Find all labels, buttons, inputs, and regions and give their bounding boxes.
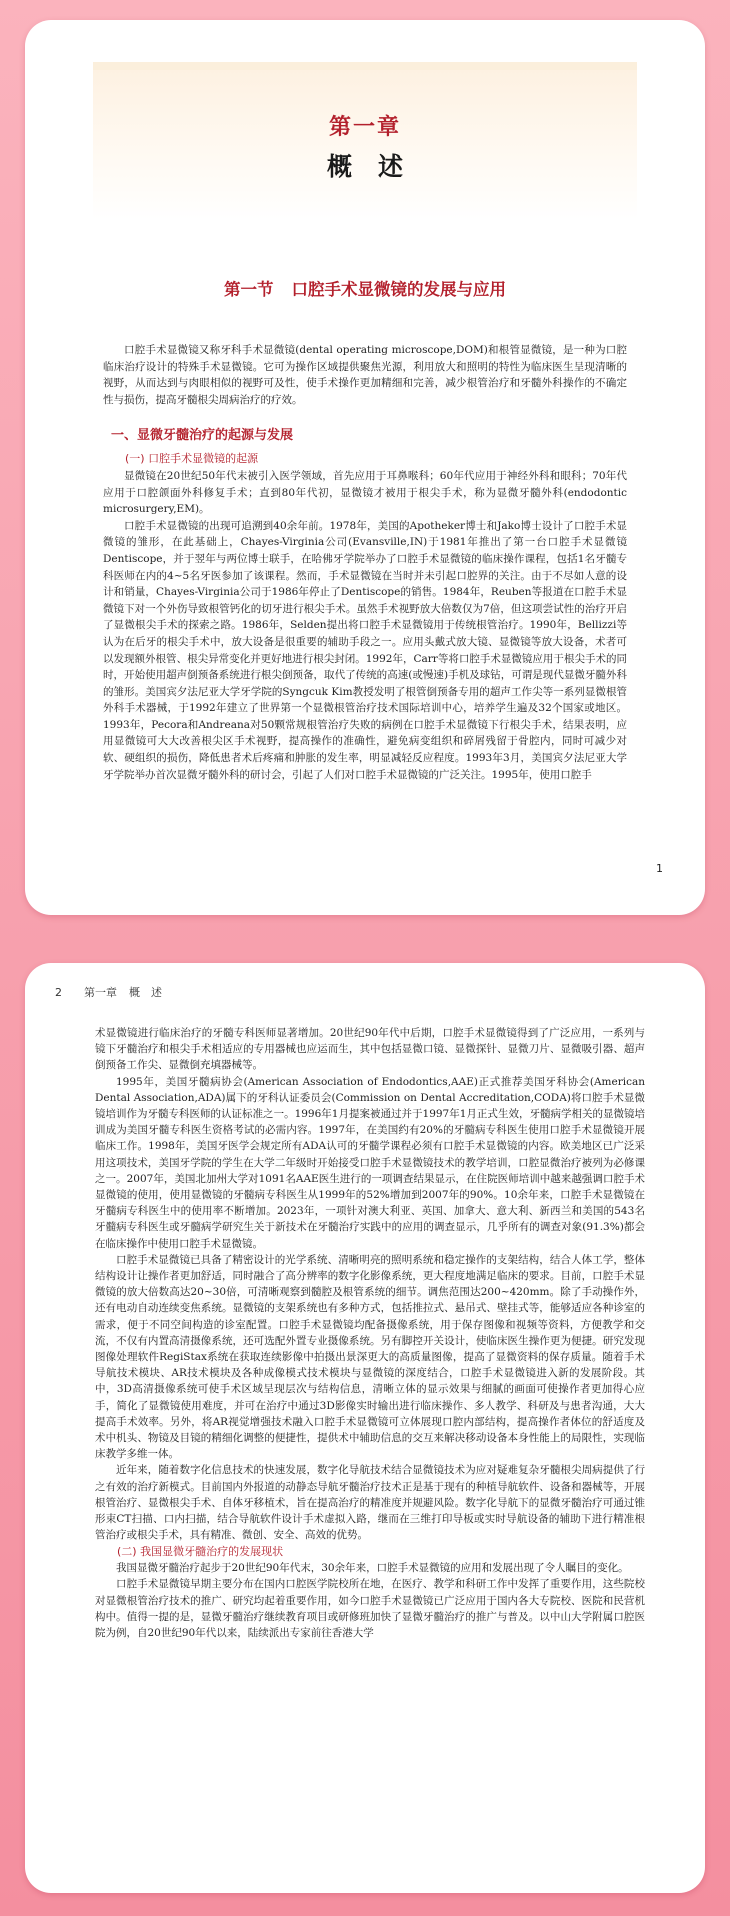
paragraph: 近年来，随着数字化信息技术的快速发展，数字化导航技术结合显微镜技术为应对疑难复杂牙髓根尖周病提供了行之有效的治疗新模式。目前国内外报道的动静态导航牙髓治疗技术正是基于现有的种植导航软件、设备和器械等，开展根管治疗、显微根尖手术、自体牙移植术，旨在提高治疗的精准度并规避风险。数字化导航下的显微牙髓治疗可通过锥形束CT扫描、口内扫描，结合导航软件设计手术虚拟入路，继而在三维打印导板或实时导航设备的辅助下进行精准根管治疗或根尖手术，具有精准、微创、安全、高效的优势。 bbox=[95, 1464, 645, 1542]
subheading-microscope-origin: (一) 口腔手术显微镜的起源 bbox=[125, 452, 259, 466]
chapter-header bbox=[93, 62, 637, 220]
chapter-number: 第一章 bbox=[328, 115, 401, 140]
chapter-title: 概述 bbox=[326, 152, 429, 181]
intro-paragraph: 口腔手术显微镜又称牙科手术显微镜(dental operating microscope,DOM)和根管显微镜，是一种为口腔临床治疗设计的特殊手术显微镜。它可为操作区域提供聚焦光源，利用放大和照明的特性为临床医生呈现清晰的视野，从而达到与肉眼相似的视野可及性，使手术操作更加精细和完善，减少根管治疗和牙髓外科操作的不确定性与损伤，提高牙髓根尖周病治疗的疗效。 bbox=[103, 344, 627, 406]
section-heading bbox=[103, 276, 627, 300]
paragraph: 口腔手术显微镜已具备了精密设计的光学系统、清晰明亮的照明系统和稳定操作的支架结构，结合人体工学，整体结构设计让操作者更加舒适，同时融合了高分辨率的数字化影像系统，更大程度地满足临床的要求。目前，口腔手术显微镜的放大倍数高达20~30倍，可清晰观察到髓腔及根管系统的细节。调焦范围达200~420mm。除了手动操作外，还有电动自动连续变焦系统。显微镜的支架系统也有多种方式，包括推拉式、悬吊式、壁挂式等，能够适应各种诊室的需求，便于不同空间构造的诊室配置。口腔手术显微镜均配备摄像系统，用于保存图像和视频等资料，方便教学和交流，不仅有内置高清摄像系统，还可选配外置专业摄像系统。另有脚控开关设计，使临床医生操作更为便捷。研究发现图像处理软件RegiStax系统在获取连续影像中拍摄出景深更大的高质量图像，提高了显微资料的保存质量。随着手术导航技术模块、AR技术模块及各种成像模式技术模块与显微镜的深度结合，口腔手术显微镜进入新的发展阶段。其中，3D高清摄像系统可使手术区域呈现层次与结构信息，清晰立体的显示效果与细腻的画面可使操作者更加得心应手，简化了显微镜使用难度，并可在治疗中通过3D影像实时输出进行临床操作、多人教学、科研及与患者沟通，大大提高手术效率。另外，将AR视觉增强技术融入口腔手术显微镜可立体展现口腔内部结构，提高操作者体位的舒适度及术中机头、物镜及目镜的精细化调整的便捷性，提供术中辅助信息的交互来解决移动设备本身性能上的局限性，实现临床教学多维一体。 bbox=[95, 1253, 645, 1461]
subheading-china-status: (二) 我国显微牙髓治疗的发展现状 bbox=[117, 1544, 284, 1558]
page-body bbox=[95, 1025, 645, 1641]
section-number: 第一节 bbox=[224, 280, 274, 299]
page-number: 2 bbox=[55, 986, 62, 999]
paragraph: 显微镜在20世纪50年代末被引入医学领域，首先应用于耳鼻喉科；60年代应用于神经外科和眼科；70年代应用于口腔颌面外科修复手术；直到80年代初，显微镜才被用于根尖手术，称为显微牙髓外科(endodontic microsurgery,EM)。 bbox=[103, 469, 627, 516]
paragraph: 口腔手术显微镜早期主要分布在国内口腔医学院校所在地，在医疗、教学和科研工作中发挥了重要作用，这些院校对显微根管治疗技术的推广、研究均起着重要作用，如今口腔手术显微镜已广泛应用于国内各大专院校、医院和民营机构中。值得一提的是，显微牙髓治疗继续教育项目或研修班加快了显微牙髓治疗的推广与普及。以中山大学附属口腔医院为例，自20世纪90年代以来，陆续派出专家前往香港大学 bbox=[95, 1578, 645, 1639]
paragraph: 术显微镜进行临床治疗的牙髓专科医师显著增加。20世纪90年代中后期，口腔手术显微镜得到了广泛应用，一系列与镜下牙髓治疗和根尖手术相适应的专用器械也应运而生，其中包括显微口镜、显微探针、显微刀片、显微吸引器、超声倒预备工作尖、显微倒充填器械等。 bbox=[95, 1027, 645, 1072]
page-1 bbox=[25, 20, 705, 915]
running-head bbox=[55, 963, 645, 1023]
section-title: 口腔手术显微镜的发展与应用 bbox=[291, 280, 506, 299]
running-head-chapter: 第一章 bbox=[84, 986, 117, 999]
paragraph: 口腔手术显微镜的出现可追溯到40余年前。1978年，美国的Apotheker博士和Jako博士设计了口腔手术显微镜的雏形，在此基础上，Chayes-Virginia公司(Evansville,IN)于1981年推出了第一台口腔手术显微镜Dentiscope，并于翌年与两位博士联手，在哈佛牙学院举办了口腔手术显微镜的临床操作课程，包括1名牙髓专科医师在内的4~5名牙医参加了该课程。然而，手术显微镜在当时并未引起口腔界的关注。由于不尽如人意的设计和销量，Chayes-Virginia公司于1986年停止了Dentiscope的销售。1984年，Reuben等报道在口腔手术显微镜下对一个外伤导致根管钙化的切牙进行根尖手术。虽然手术视野放大倍数仅为7倍，但这项尝试性的治疗开启了显微根尖手术的探索之路。1986年，Selden提出将口腔手术显微镜用于传统根管治疗。1990年，Bellizzi等认为在后牙的根尖手术中，放大设备是很重要的辅助手段之一。应用头戴式放大镜、显微镜等放大设备，术者可以发现额外根管、根尖异常变化并更好地进行根尖封闭。1992年，Carr等将口腔手术显微镜应用于根尖手术的同时，开始使用超声倒预备系统进行根尖倒预备，取代了传统的高速(或慢速)手机及球钻，可谓是现代显微牙髓外科的雏形。美国宾夕法尼亚大学牙学院的Syngcuk Kim教授发明了根管倒预备专用的超声工作尖等一系列显微根管外科手术器械，于1992年建立了世界第一个显微根管治疗技术国际培训中心，培养学生遍及32个国家或地区。1993年，Pecora和Andreana对50颗常规根管治疗失败的病例在口腔手术显微镜下行根尖手术，结果表明，应用显微镜可大大改善根尖区手术视野，提高操作的准确性，避免病变组织和碎屑残留于骨腔内，同时可减少对软、硬组织的损伤，降低患者术后疼痛和肿胀的发生率，明显减轻反应程度。1993年3月，美国宾夕法尼亚大学牙学院举办首次显微牙髓外科的研讨会，引起了人们对口腔手术显微镜的广泛关注。1995年，使用口腔手 bbox=[103, 519, 627, 781]
page-2 bbox=[25, 963, 705, 1893]
running-head-title: 概 述 bbox=[129, 986, 162, 999]
paragraph: 我国显微牙髓治疗起步于20世纪90年代末，30余年来，口腔手术显微镜的应用和发展出现了令人瞩目的变化。 bbox=[116, 1562, 629, 1575]
heading-origin-development: 一、显微牙髓治疗的起源与发展 bbox=[111, 428, 294, 444]
page-number: 1 bbox=[656, 862, 663, 875]
paragraph: 1995年，美国牙髓病协会(American Association of Endodontics,AAE)正式推荐美国牙科协会(American Dental Association,ADA)属下的牙科认证委员会(Commission on Dental Accreditation,CODA)将口腔手术显微镜培训作为牙髓专科医师的认证标准之一。1996年1月提案被通过并于1997年1月正式生效，牙髓病学相关的显微镜培训成为美国牙髓专科医生资格考试的必需内容。1997年，在美国约有20%的牙髓病专科医生使用口腔手术显微镜开展临床工作。1998年，美国牙医学会规定所有ADA认可的牙髓学课程必须有口腔手术显微镜的内容。欧美地区已广泛采用这项技术，美国牙学院的学生在大学二年级时开始接受口腔手术显微镜技术的教学培训，口腔显微治疗被列为必修课之一。2007年，美国北加州大学对1091名AAE医生进行的一项调查结果显示，在住院医师培训中越来越强调口腔手术显微镜的使用，使用显微镜的牙髓病专科医生从1999年的52%增加到2007年的90%。10余年来，口腔手术显微镜在牙髓病专科医生中的使用率不断增加。2023年，一项针对澳大利亚、英国、加拿大、意大利、新西兰和美国的543名牙髓病专科医生或牙髓病学研究生关于新技术在牙髓治疗实践中的应用的调查显示，几乎所有的调查对象(91.3%)都会在临床操作中使用口腔手术显微镜。 bbox=[95, 1075, 645, 1250]
